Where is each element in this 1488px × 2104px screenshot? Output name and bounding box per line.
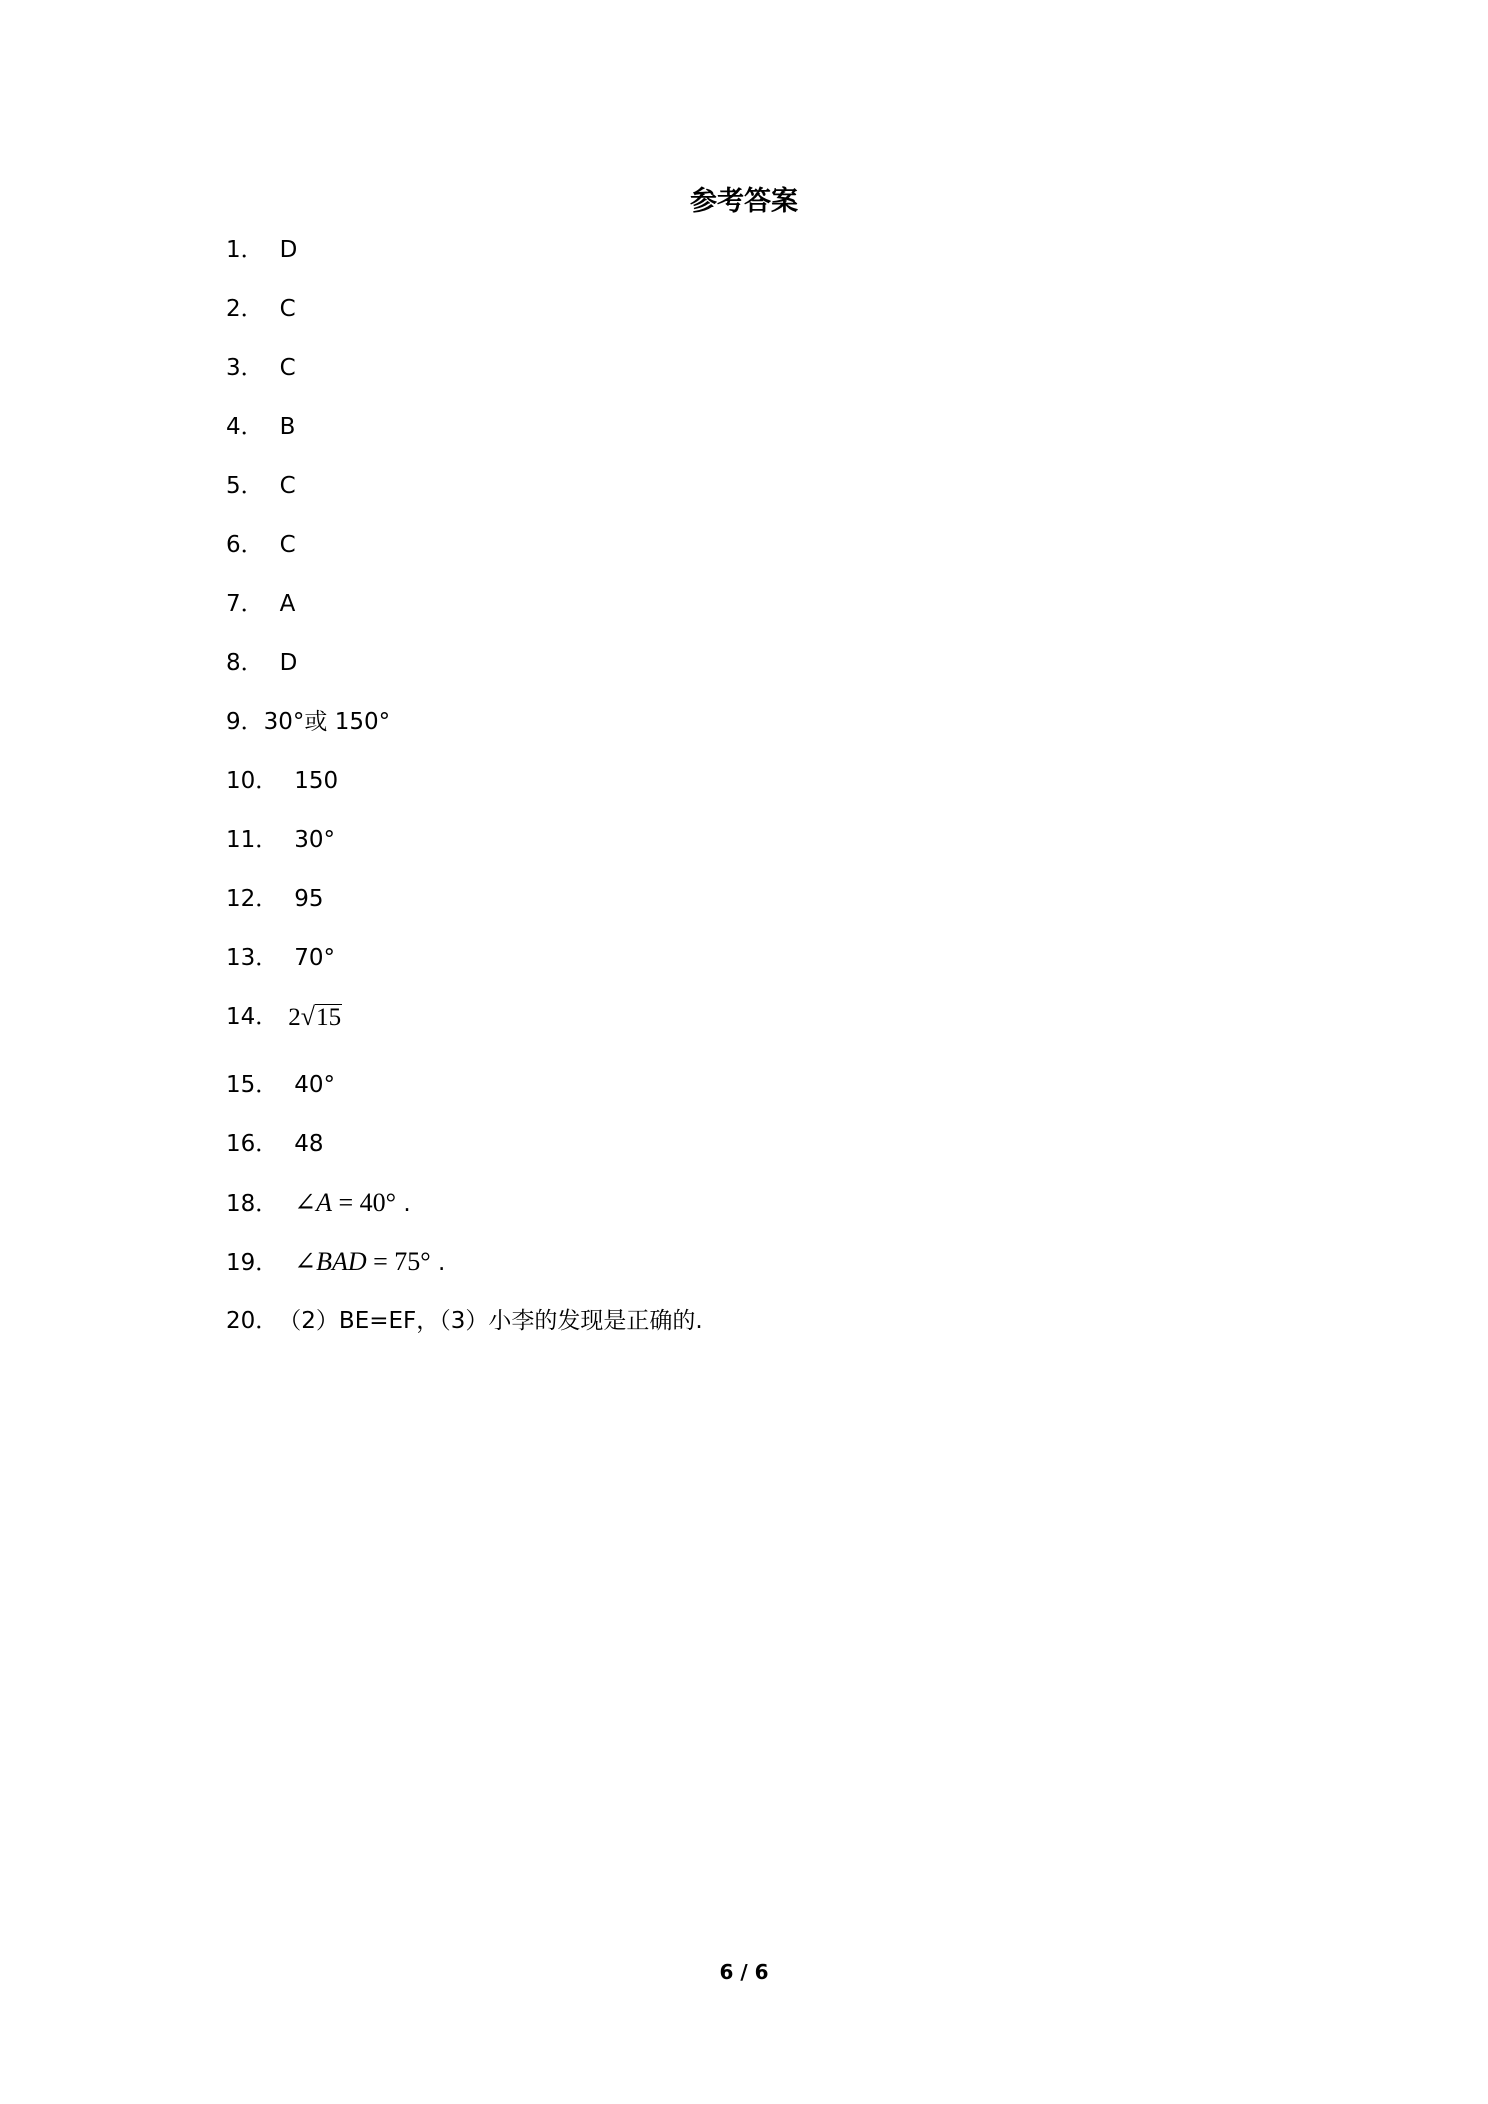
answer-item-4: [226, 407, 703, 466]
answer-text: 30°或 150°: [263, 709, 391, 735]
angle-variable: BAD: [316, 1247, 367, 1276]
angle-symbol: ∠: [294, 1188, 317, 1217]
answer-number: 12．: [226, 886, 279, 912]
answer-number: 6．: [226, 532, 264, 558]
answer-text: B: [279, 414, 296, 440]
answer-number: 16．: [226, 1131, 279, 1157]
answer-item-14: [226, 997, 703, 1065]
answer-item-20: [226, 1301, 703, 1360]
answer-item-5: [226, 466, 703, 525]
angle-variable: A: [316, 1188, 332, 1217]
answer-item-16: [226, 1124, 703, 1183]
answer-period: .: [430, 1250, 446, 1276]
answer-item-10: [226, 761, 703, 820]
answer-text: 48: [294, 1131, 324, 1157]
answer-text: C: [279, 355, 296, 381]
answer-item-9: [226, 702, 703, 761]
answer-text: D: [279, 650, 298, 676]
answer-text: A: [279, 591, 296, 617]
answer-number: 9．: [226, 709, 264, 735]
answer-number: 5．: [226, 473, 264, 499]
answer-number: 11．: [226, 827, 279, 853]
answer-number: 10．: [226, 768, 279, 794]
answer-text: C: [279, 473, 296, 499]
angle-symbol: ∠: [294, 1247, 317, 1276]
sqrt-expression: [278, 997, 342, 1038]
answer-period: .: [396, 1191, 411, 1217]
answer-number: 8．: [226, 650, 264, 676]
answer-text: 70°: [294, 945, 336, 971]
answer-text: （2）BE=EF，（3）小李的发现是正确的.: [278, 1308, 703, 1334]
answer-number: 3．: [226, 355, 264, 381]
answer-item-13: [226, 938, 703, 997]
angle-expression: [294, 1247, 430, 1276]
answer-item-18: [226, 1183, 703, 1242]
answer-text: 150: [294, 768, 339, 794]
answer-number: 1．: [226, 237, 264, 263]
answer-list: [226, 230, 703, 1360]
answer-number: 4．: [226, 414, 264, 440]
answer-item-7: [226, 584, 703, 643]
answer-text: D: [279, 237, 298, 263]
answer-text: 95: [294, 886, 324, 912]
answer-text: C: [279, 532, 296, 558]
answer-item-3: [226, 348, 703, 407]
answer-item-8: [226, 643, 703, 702]
answer-item-15: [226, 1065, 703, 1124]
answer-number: 15．: [226, 1072, 279, 1098]
sqrt-coefficient: 2: [288, 1004, 301, 1031]
answer-item-12: [226, 879, 703, 938]
sqrt-radicand: 15: [316, 1004, 342, 1031]
answer-number: 7．: [226, 591, 264, 617]
answer-text: 30°: [294, 827, 336, 853]
answer-text: C: [279, 296, 296, 322]
answer-number: 18．: [226, 1191, 279, 1217]
answer-item-1: [226, 230, 703, 289]
angle-value: = 75°: [366, 1247, 431, 1276]
page-number: 6 / 6: [719, 1960, 769, 1984]
answer-number: 20．: [226, 1308, 279, 1334]
answer-item-6: [226, 525, 703, 584]
answer-text: 40°: [294, 1072, 336, 1098]
answer-number: 19．: [226, 1250, 279, 1276]
angle-value: = 40°: [331, 1188, 397, 1217]
sqrt-sign: √: [300, 1002, 316, 1031]
answer-item-19: [226, 1242, 703, 1301]
angle-expression: [294, 1188, 396, 1217]
answer-number: 14．: [226, 1004, 279, 1030]
answer-number: 2．: [226, 296, 264, 322]
answer-item-2: [226, 289, 703, 348]
answer-number: 13．: [226, 945, 279, 971]
answer-item-11: [226, 820, 703, 879]
page-title: 参考答案: [690, 186, 798, 217]
